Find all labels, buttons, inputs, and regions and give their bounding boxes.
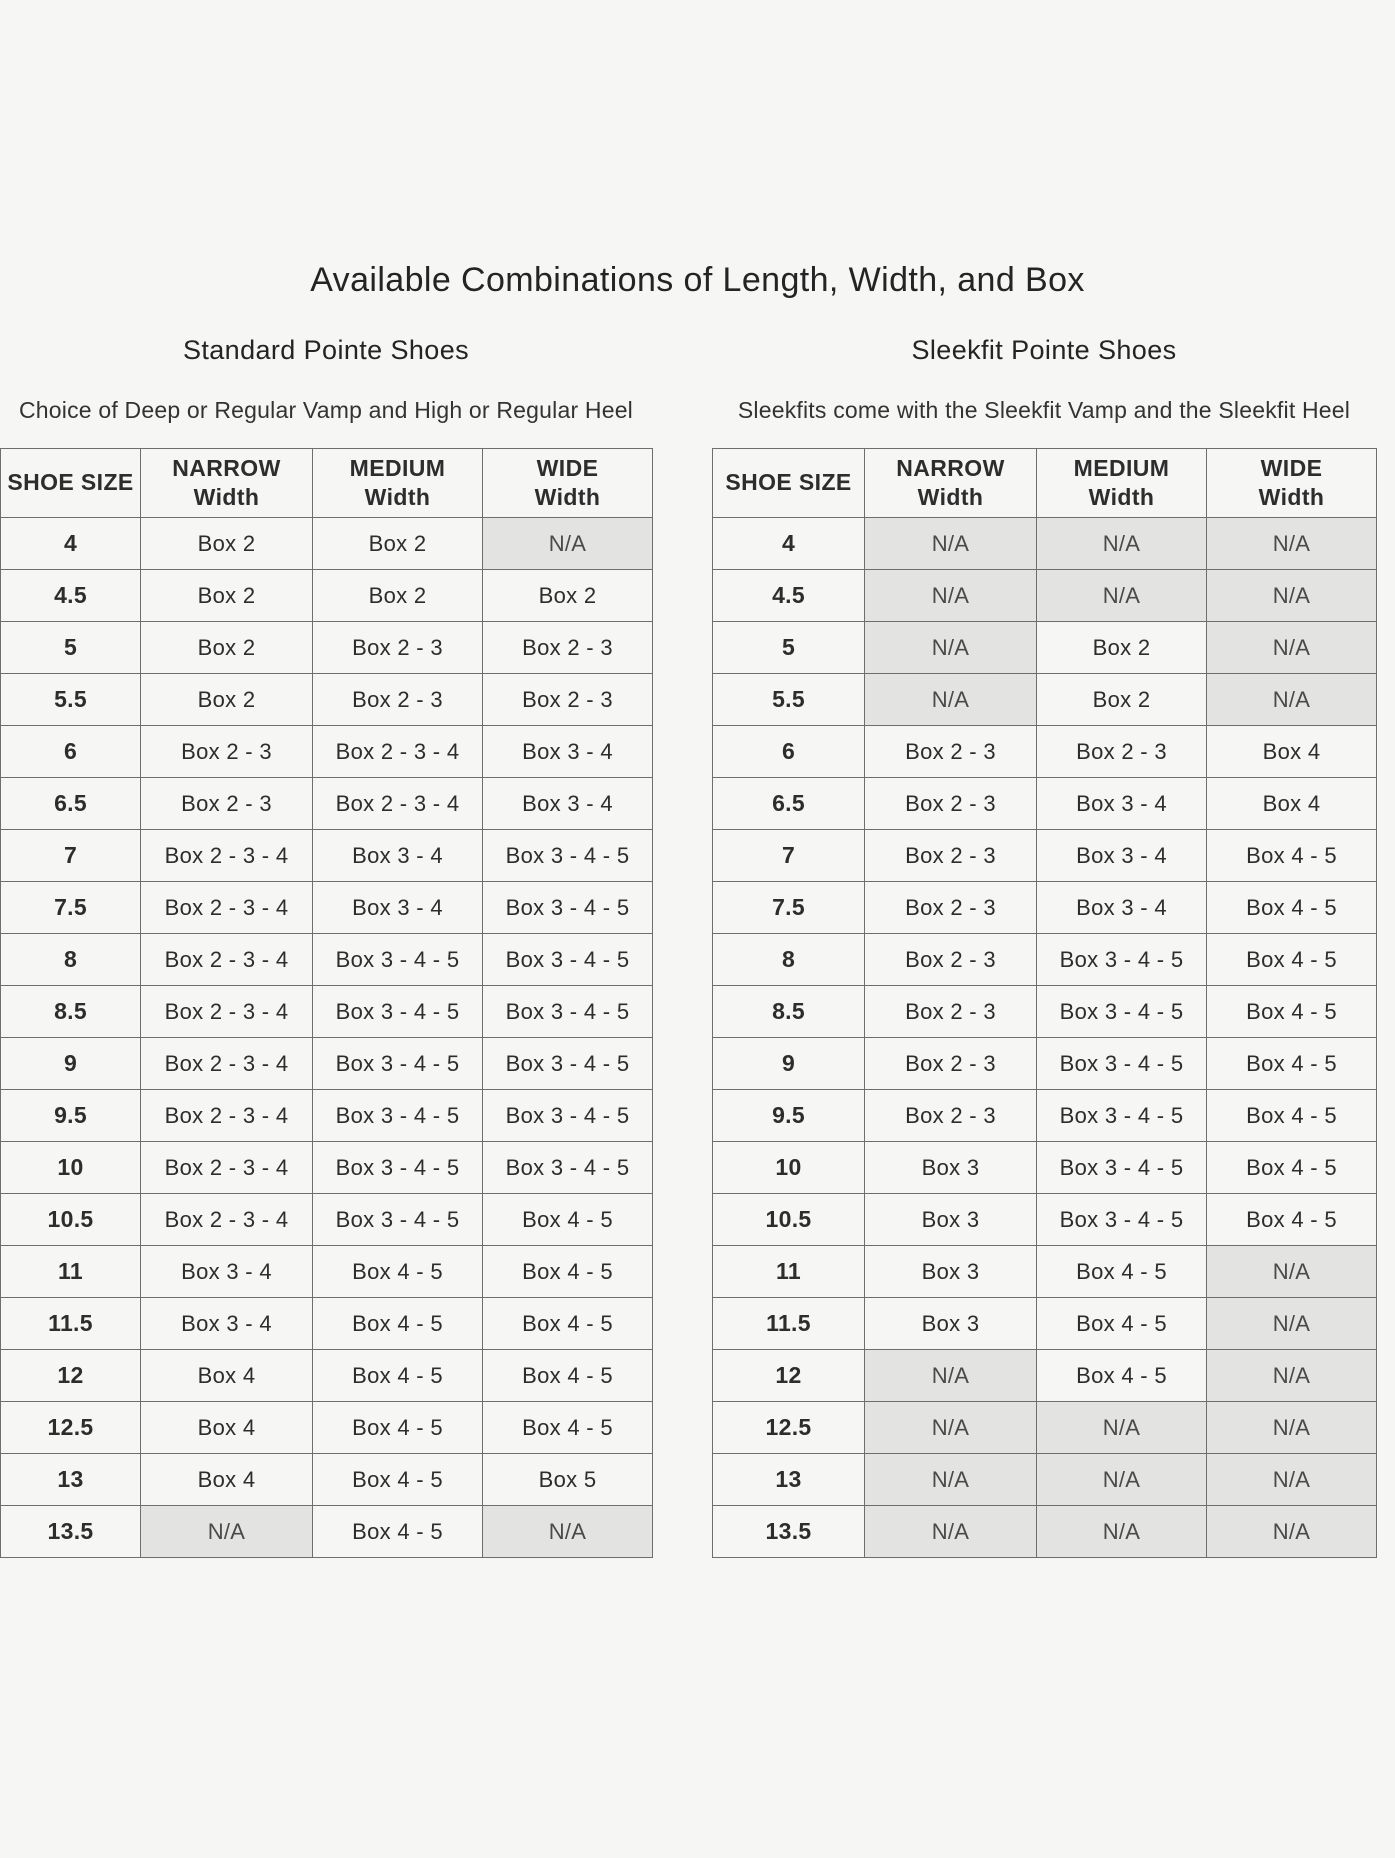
- standard-size-table: [0, 448, 653, 1558]
- table-row: [713, 986, 1377, 1038]
- table-row: [1, 570, 653, 622]
- table-row: [713, 726, 1377, 778]
- box-combo-cell: Box 2 - 3: [865, 986, 1037, 1038]
- box-combo-cell: Box 4 - 5: [1207, 1038, 1377, 1090]
- box-combo-cell: N/A: [1207, 570, 1377, 622]
- box-combo-cell: N/A: [1037, 1454, 1207, 1506]
- shoe-size-cell: 9.5: [713, 1090, 865, 1142]
- width-column-header: WIDE Width: [1207, 449, 1377, 518]
- box-combo-cell: Box 3 - 4 - 5: [313, 1194, 483, 1246]
- box-combo-cell: Box 2: [313, 570, 483, 622]
- shoe-size-cell: 10: [713, 1142, 865, 1194]
- box-combo-cell: Box 3 - 4: [141, 1298, 313, 1350]
- shoe-size-cell: 4: [1, 518, 141, 570]
- box-combo-cell: Box 3 - 4: [313, 830, 483, 882]
- sleekfit-pointe-shoes-panel: [712, 333, 1376, 1558]
- box-combo-cell: Box 4 - 5: [483, 1194, 653, 1246]
- box-combo-cell: Box 2: [313, 518, 483, 570]
- box-combo-cell: Box 3 - 4 - 5: [483, 830, 653, 882]
- box-combo-cell: N/A: [865, 1350, 1037, 1402]
- width-column-header: NARROW Width: [141, 449, 313, 518]
- box-combo-cell: N/A: [865, 1506, 1037, 1558]
- table-row: [1, 622, 653, 674]
- shoe-size-cell: 11.5: [1, 1298, 141, 1350]
- box-combo-cell: N/A: [865, 622, 1037, 674]
- box-combo-cell: Box 4: [141, 1454, 313, 1506]
- box-combo-cell: N/A: [865, 570, 1037, 622]
- shoe-size-cell: 9.5: [1, 1090, 141, 1142]
- box-combo-cell: N/A: [1207, 518, 1377, 570]
- shoe-size-cell: 6: [713, 726, 865, 778]
- box-combo-cell: Box 2 - 3 - 4: [141, 1090, 313, 1142]
- box-combo-cell: N/A: [1207, 1350, 1377, 1402]
- box-combo-cell: Box 3 - 4: [1037, 882, 1207, 934]
- shoe-size-cell: 7.5: [713, 882, 865, 934]
- header-row: [1, 449, 653, 518]
- box-combo-cell: Box 4 - 5: [483, 1350, 653, 1402]
- box-combo-cell: Box 4: [141, 1402, 313, 1454]
- box-combo-cell: Box 4 - 5: [483, 1298, 653, 1350]
- box-combo-cell: Box 3 - 4 - 5: [1037, 934, 1207, 986]
- box-combo-cell: Box 3 - 4: [483, 778, 653, 830]
- box-combo-cell: N/A: [1207, 1246, 1377, 1298]
- shoe-size-cell: 8: [1, 934, 141, 986]
- box-combo-cell: N/A: [865, 1454, 1037, 1506]
- shoe-size-cell: 8: [713, 934, 865, 986]
- box-combo-cell: Box 2 - 3: [865, 1090, 1037, 1142]
- table-row: [713, 1246, 1377, 1298]
- box-combo-cell: Box 4 - 5: [313, 1246, 483, 1298]
- shoe-size-cell: 9: [713, 1038, 865, 1090]
- shoe-size-cell: 12: [713, 1350, 865, 1402]
- box-combo-cell: Box 4 - 5: [1037, 1298, 1207, 1350]
- shoe-size-cell: 10.5: [713, 1194, 865, 1246]
- standard-panel-caption: Choice of Deep or Regular Vamp and High or Regular Heel: [18, 397, 633, 423]
- box-combo-cell: N/A: [1207, 1402, 1377, 1454]
- shoe-size-cell: 10.5: [1, 1194, 141, 1246]
- box-combo-cell: Box 4 - 5: [483, 1246, 653, 1298]
- box-combo-cell: Box 3 - 4 - 5: [313, 1142, 483, 1194]
- table-row: [1, 1402, 653, 1454]
- box-combo-cell: Box 2 - 3: [865, 830, 1037, 882]
- box-combo-cell: Box 2 - 3: [865, 882, 1037, 934]
- box-combo-cell: Box 3 - 4 - 5: [483, 986, 653, 1038]
- table-row: [1, 518, 653, 570]
- box-combo-cell: Box 2 - 3: [313, 622, 483, 674]
- shoe-size-cell: 6: [1, 726, 141, 778]
- page-title: Available Combinations of Length, Width, and Box: [310, 260, 1085, 299]
- table-row: [713, 1142, 1377, 1194]
- box-combo-cell: N/A: [1037, 518, 1207, 570]
- width-column-header: WIDE Width: [483, 449, 653, 518]
- box-combo-cell: Box 4 - 5: [1207, 882, 1377, 934]
- table-row: [1, 1246, 653, 1298]
- table-row: [713, 622, 1377, 674]
- box-combo-cell: Box 4 - 5: [313, 1506, 483, 1558]
- box-combo-cell: N/A: [1207, 1454, 1377, 1506]
- shoe-size-cell: 7: [1, 830, 141, 882]
- box-combo-cell: N/A: [141, 1506, 313, 1558]
- box-combo-cell: N/A: [865, 674, 1037, 726]
- shoe-size-cell: 7.5: [1, 882, 141, 934]
- box-combo-cell: Box 3: [865, 1298, 1037, 1350]
- box-combo-cell: Box 4 - 5: [313, 1402, 483, 1454]
- shoe-size-cell: 9: [1, 1038, 141, 1090]
- shoe-size-cell: 4.5: [713, 570, 865, 622]
- box-combo-cell: Box 3 - 4 - 5: [483, 934, 653, 986]
- box-combo-cell: Box 4 - 5: [313, 1454, 483, 1506]
- box-combo-cell: N/A: [483, 1506, 653, 1558]
- box-combo-cell: Box 2 - 3: [141, 778, 313, 830]
- box-combo-cell: Box 4 - 5: [483, 1402, 653, 1454]
- box-combo-cell: Box 4 - 5: [313, 1298, 483, 1350]
- width-column-header: MEDIUM Width: [313, 449, 483, 518]
- box-combo-cell: Box 2 - 3 - 4: [141, 1142, 313, 1194]
- box-combo-cell: Box 3 - 4: [483, 726, 653, 778]
- box-combo-cell: Box 4 - 5: [1037, 1350, 1207, 1402]
- sleekfit-panel-heading: Sleekfit Pointe Shoes: [911, 335, 1177, 365]
- shoe-size-cell: 4: [713, 518, 865, 570]
- box-combo-cell: Box 3 - 4 - 5: [313, 1090, 483, 1142]
- box-combo-cell: Box 2 - 3: [1037, 726, 1207, 778]
- box-combo-cell: Box 4 - 5: [1207, 1194, 1377, 1246]
- shoe-size-cell: 8.5: [713, 986, 865, 1038]
- box-combo-cell: Box 2: [483, 570, 653, 622]
- table-row: [1, 1454, 653, 1506]
- shoe-size-cell: 6.5: [713, 778, 865, 830]
- shoe-size-cell: 13: [713, 1454, 865, 1506]
- box-combo-cell: Box 3 - 4 - 5: [483, 1090, 653, 1142]
- box-combo-cell: N/A: [865, 1402, 1037, 1454]
- box-combo-cell: Box 2 - 3 - 4: [313, 778, 483, 830]
- shoe-size-cell: 12.5: [713, 1402, 865, 1454]
- table-row: [713, 1454, 1377, 1506]
- shoe-size-cell: 10: [1, 1142, 141, 1194]
- shoe-size-column-header: SHOE SIZE: [1, 449, 141, 518]
- box-combo-cell: Box 2: [1037, 622, 1207, 674]
- table-row: [713, 934, 1377, 986]
- table-row: [713, 1090, 1377, 1142]
- table-row: [1, 726, 653, 778]
- box-combo-cell: Box 4 - 5: [1207, 1090, 1377, 1142]
- box-combo-cell: Box 4 - 5: [1207, 830, 1377, 882]
- shoe-size-cell: 11.5: [713, 1298, 865, 1350]
- box-combo-cell: Box 2 - 3 - 4: [141, 986, 313, 1038]
- box-combo-cell: N/A: [1207, 622, 1377, 674]
- sleekfit-panel-caption: Sleekfits come with the Sleekfit Vamp and the Sleekfit Heel: [737, 397, 1351, 423]
- box-combo-cell: Box 2 - 3 - 4: [141, 882, 313, 934]
- table-row: [713, 1350, 1377, 1402]
- box-combo-cell: N/A: [1207, 1298, 1377, 1350]
- shoe-size-cell: 12: [1, 1350, 141, 1402]
- table-row: [713, 1298, 1377, 1350]
- box-combo-cell: Box 2 - 3: [313, 674, 483, 726]
- box-combo-cell: Box 4 - 5: [1037, 1246, 1207, 1298]
- shoe-size-cell: 11: [1, 1246, 141, 1298]
- shoe-size-cell: 13.5: [1, 1506, 141, 1558]
- table-row: [1, 1142, 653, 1194]
- box-combo-cell: Box 3 - 4 - 5: [313, 986, 483, 1038]
- box-combo-cell: Box 2 - 3: [865, 934, 1037, 986]
- table-row: [1, 1298, 653, 1350]
- box-combo-cell: Box 4: [141, 1350, 313, 1402]
- table-row: [713, 1402, 1377, 1454]
- shoe-size-cell: 13.5: [713, 1506, 865, 1558]
- box-combo-cell: Box 2 - 3: [483, 622, 653, 674]
- table-row: [713, 1038, 1377, 1090]
- shoe-size-cell: 12.5: [1, 1402, 141, 1454]
- box-combo-cell: Box 2: [141, 518, 313, 570]
- header-row: [713, 449, 1377, 518]
- table-row: [1, 986, 653, 1038]
- shoe-size-cell: 4.5: [1, 570, 141, 622]
- box-combo-cell: Box 2 - 3 - 4: [141, 1194, 313, 1246]
- box-combo-cell: Box 3 - 4 - 5: [1037, 1038, 1207, 1090]
- box-combo-cell: N/A: [865, 518, 1037, 570]
- shoe-size-cell: 13: [1, 1454, 141, 1506]
- table-row: [1, 1506, 653, 1558]
- box-combo-cell: Box 2 - 3: [865, 778, 1037, 830]
- shoe-size-cell: 5.5: [713, 674, 865, 726]
- shoe-size-cell: 11: [713, 1246, 865, 1298]
- box-combo-cell: Box 2 - 3: [865, 726, 1037, 778]
- table-row: [713, 674, 1377, 726]
- table-row: [1, 674, 653, 726]
- table-row: [1, 1350, 653, 1402]
- box-combo-cell: Box 4: [1207, 726, 1377, 778]
- shoe-size-cell: 5.5: [1, 674, 141, 726]
- box-combo-cell: N/A: [1037, 1506, 1207, 1558]
- standard-panel-heading: Standard Pointe Shoes: [182, 335, 470, 365]
- box-combo-cell: Box 3 - 4 - 5: [1037, 1194, 1207, 1246]
- box-combo-cell: Box 2 - 3 - 4: [141, 830, 313, 882]
- table-row: [1, 778, 653, 830]
- table-row: [713, 570, 1377, 622]
- table-row: [713, 778, 1377, 830]
- box-combo-cell: Box 3 - 4 - 5: [313, 934, 483, 986]
- width-column-header: NARROW Width: [865, 449, 1037, 518]
- table-row: [1, 830, 653, 882]
- box-combo-cell: Box 3 - 4: [313, 882, 483, 934]
- table-row: [1, 1090, 653, 1142]
- box-combo-cell: Box 3 - 4 - 5: [313, 1038, 483, 1090]
- shoe-size-cell: 7: [713, 830, 865, 882]
- table-row: [713, 1194, 1377, 1246]
- box-combo-cell: Box 3 - 4: [1037, 830, 1207, 882]
- box-combo-cell: Box 2 - 3: [141, 726, 313, 778]
- table-row: [713, 882, 1377, 934]
- box-combo-cell: Box 4: [1207, 778, 1377, 830]
- shoe-size-cell: 5: [1, 622, 141, 674]
- box-combo-cell: Box 4 - 5: [1207, 934, 1377, 986]
- box-combo-cell: Box 3 - 4 - 5: [1037, 986, 1207, 1038]
- width-column-header: MEDIUM Width: [1037, 449, 1207, 518]
- box-combo-cell: Box 3 - 4: [141, 1246, 313, 1298]
- box-combo-cell: Box 2 - 3: [865, 1038, 1037, 1090]
- table-row: [713, 1506, 1377, 1558]
- box-combo-cell: Box 5: [483, 1454, 653, 1506]
- box-combo-cell: Box 2 - 3: [483, 674, 653, 726]
- box-combo-cell: Box 2 - 3 - 4: [313, 726, 483, 778]
- box-combo-cell: Box 4 - 5: [1207, 986, 1377, 1038]
- box-combo-cell: N/A: [1037, 570, 1207, 622]
- box-combo-cell: Box 3: [865, 1246, 1037, 1298]
- box-combo-cell: Box 2: [141, 570, 313, 622]
- table-row: [1, 934, 653, 986]
- table-row: [1, 1194, 653, 1246]
- table-row: [1, 1038, 653, 1090]
- box-combo-cell: Box 3 - 4 - 5: [483, 1038, 653, 1090]
- box-combo-cell: N/A: [483, 518, 653, 570]
- box-combo-cell: N/A: [1207, 1506, 1377, 1558]
- table-row: [1, 882, 653, 934]
- table-row: [713, 830, 1377, 882]
- box-combo-cell: N/A: [1037, 1402, 1207, 1454]
- box-combo-cell: Box 3 - 4: [1037, 778, 1207, 830]
- box-combo-cell: Box 2: [141, 622, 313, 674]
- shoe-size-cell: 6.5: [1, 778, 141, 830]
- box-combo-cell: Box 4 - 5: [313, 1350, 483, 1402]
- shoe-size-cell: 5: [713, 622, 865, 674]
- standard-pointe-shoes-panel: [0, 333, 652, 1558]
- box-combo-cell: Box 3 - 4 - 5: [483, 882, 653, 934]
- box-combo-cell: Box 4 - 5: [1207, 1142, 1377, 1194]
- box-combo-cell: N/A: [1207, 674, 1377, 726]
- box-combo-cell: Box 2 - 3 - 4: [141, 934, 313, 986]
- table-row: [713, 518, 1377, 570]
- shoe-size-cell: 8.5: [1, 986, 141, 1038]
- box-combo-cell: Box 3 - 4 - 5: [483, 1142, 653, 1194]
- box-combo-cell: Box 3: [865, 1194, 1037, 1246]
- box-combo-cell: Box 2: [141, 674, 313, 726]
- box-combo-cell: Box 3: [865, 1142, 1037, 1194]
- box-combo-cell: Box 3 - 4 - 5: [1037, 1142, 1207, 1194]
- box-combo-cell: Box 2: [1037, 674, 1207, 726]
- box-combo-cell: Box 2 - 3 - 4: [141, 1038, 313, 1090]
- box-combo-cell: Box 3 - 4 - 5: [1037, 1090, 1207, 1142]
- shoe-size-column-header: SHOE SIZE: [713, 449, 865, 518]
- sleekfit-size-table: [712, 448, 1377, 1558]
